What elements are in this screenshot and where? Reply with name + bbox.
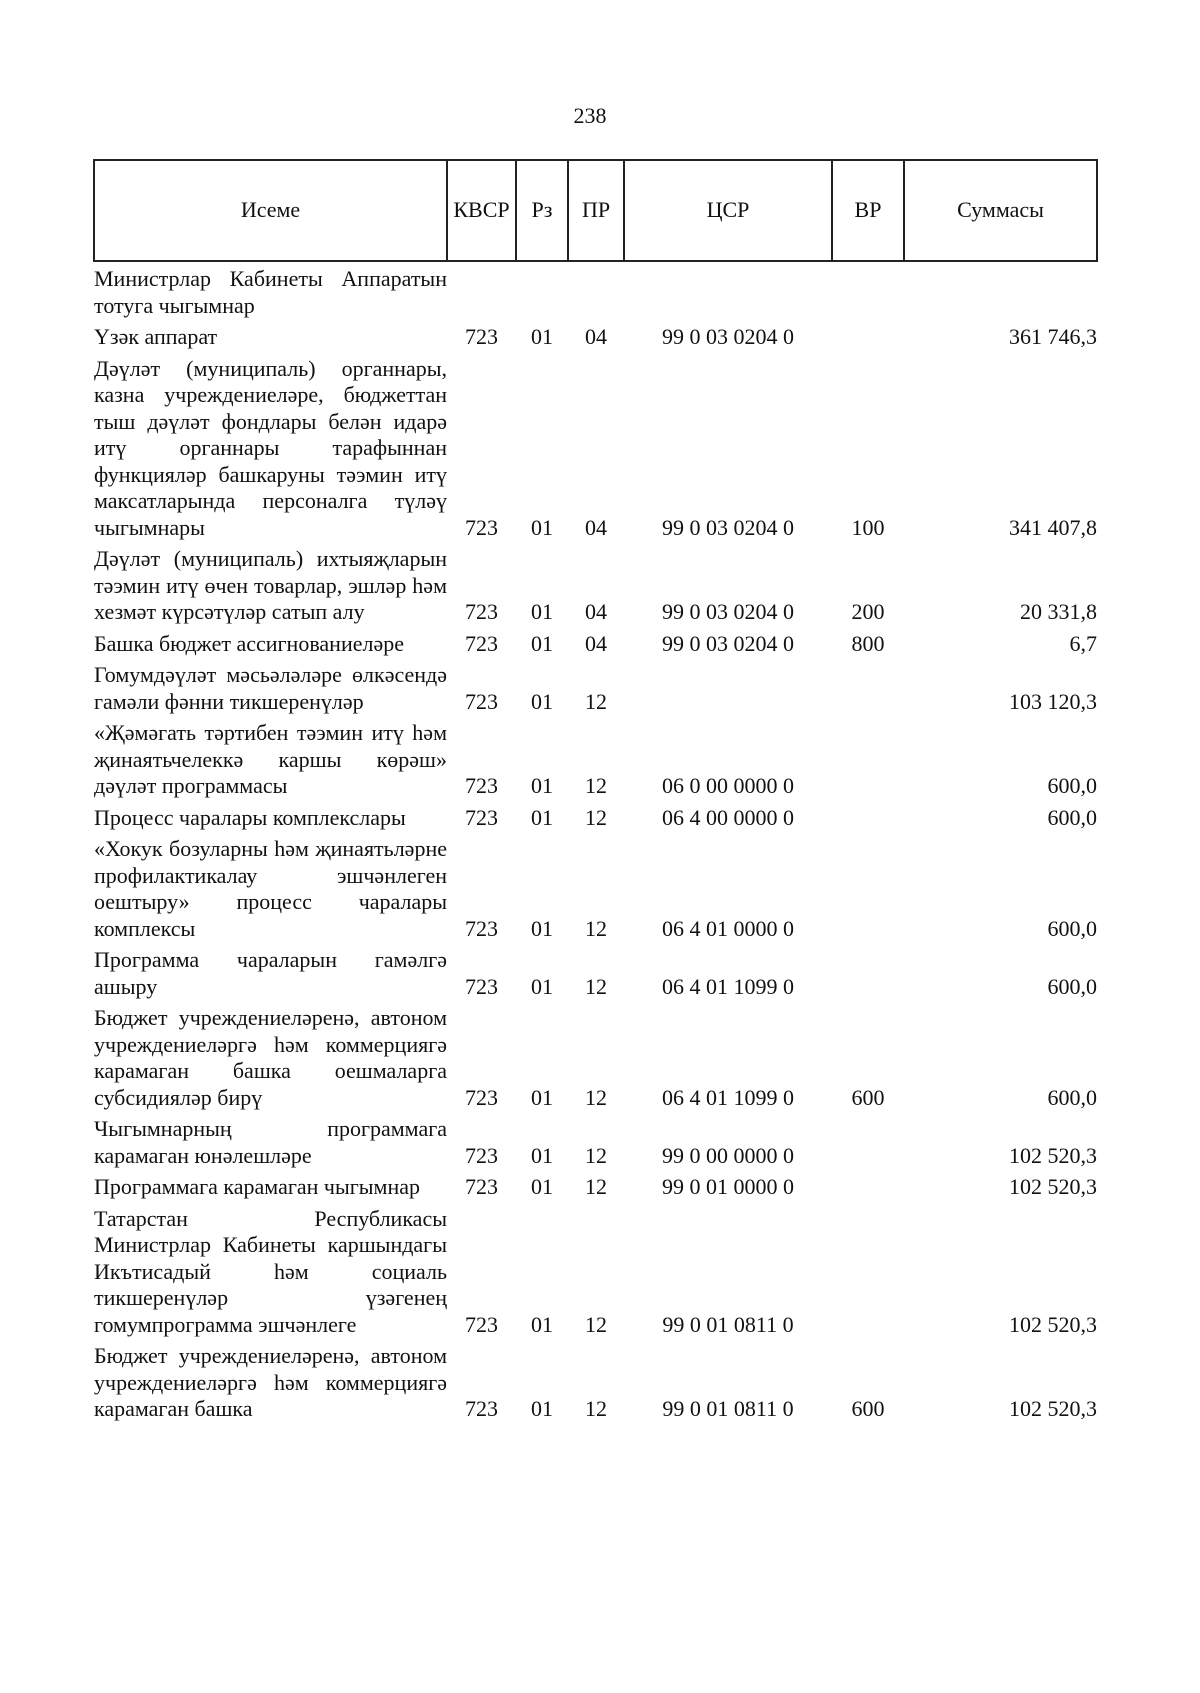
row-vr bbox=[832, 1172, 904, 1204]
row-kvsr: 723 bbox=[465, 324, 498, 349]
header-vr: ВР bbox=[832, 160, 904, 261]
row-kvsr: 723 bbox=[465, 1084, 498, 1110]
row-sum: 103 120,3 bbox=[1009, 688, 1097, 714]
row-csr: 99 0 01 0811 0 bbox=[662, 1311, 794, 1337]
table-row bbox=[94, 354, 1097, 545]
row-vr: 100 bbox=[851, 514, 885, 540]
row-pr: 12 bbox=[585, 1311, 607, 1337]
row-name: Министрлар Кабинеты Аппаратын тотуга чыгымнар bbox=[94, 266, 447, 318]
row-csr: 99 0 03 0204 0 bbox=[662, 324, 794, 349]
row-rz: 01 bbox=[531, 1396, 553, 1421]
row-name: Гомумдәүләт мәсьәләләре өлкәсендә гамәли фәнни тикшеренүләр bbox=[94, 662, 447, 714]
table-body bbox=[94, 261, 1097, 1426]
row-csr: 99 0 03 0204 0 bbox=[662, 514, 794, 540]
row-vr: 600 bbox=[851, 1084, 885, 1110]
row-vr bbox=[832, 1204, 904, 1342]
row-kvsr: 723 bbox=[465, 773, 498, 798]
row-pr: 12 bbox=[585, 688, 607, 714]
table-row bbox=[94, 803, 1097, 835]
row-vr: 800 bbox=[851, 630, 885, 656]
row-rz: 01 bbox=[531, 915, 553, 941]
row-sum: 341 407,8 bbox=[1009, 514, 1097, 540]
row-rz: 01 bbox=[531, 1174, 553, 1199]
budget-table bbox=[93, 159, 1098, 1426]
header-sum: Суммасы bbox=[904, 160, 1097, 261]
row-vr bbox=[832, 261, 904, 322]
header-name: Исеме bbox=[94, 160, 447, 261]
row-rz: 01 bbox=[531, 688, 553, 714]
row-pr: 12 bbox=[585, 1396, 607, 1421]
row-pr: 12 bbox=[585, 1142, 607, 1168]
row-sum: 102 520,3 bbox=[1009, 1311, 1097, 1337]
row-pr: 12 bbox=[585, 1084, 607, 1110]
row-vr bbox=[832, 322, 904, 354]
row-name: Бюджет учреждениеләренә, автоном учреждениеләргә һәм коммерциягә карамаган башка bbox=[94, 1343, 447, 1421]
row-rz: 01 bbox=[531, 324, 553, 349]
row-name: Башка бюджет ассигнованиеләре bbox=[94, 630, 404, 656]
row-pr: 04 bbox=[585, 599, 607, 624]
row-kvsr: 723 bbox=[465, 688, 498, 714]
row-name: «Хокук бозуларны һәм җинаятьләрне профилактикалау эшчәнлеген оештыру» процесс чаралары комплексы bbox=[94, 836, 447, 941]
row-vr bbox=[832, 803, 904, 835]
row-rz: 01 bbox=[531, 804, 553, 830]
table-row bbox=[94, 1172, 1097, 1204]
table-row bbox=[94, 322, 1097, 354]
page-number: 238 bbox=[573, 103, 607, 128]
row-vr bbox=[832, 718, 904, 803]
row-csr: 99 0 00 0000 0 bbox=[662, 1142, 794, 1168]
row-name: Процесс чаралары комплекслары bbox=[94, 804, 406, 830]
row-kvsr bbox=[447, 261, 516, 322]
header-csr: ЦСР bbox=[624, 160, 832, 261]
row-vr bbox=[832, 945, 904, 1003]
table-row bbox=[94, 629, 1097, 661]
row-vr bbox=[832, 834, 904, 945]
row-rz: 01 bbox=[531, 1142, 553, 1168]
row-kvsr: 723 bbox=[465, 599, 498, 624]
row-csr bbox=[624, 660, 832, 718]
row-pr: 04 bbox=[585, 514, 607, 540]
row-csr: 99 0 01 0811 0 bbox=[662, 1396, 794, 1421]
row-rz: 01 bbox=[531, 630, 553, 656]
row-name: Программа чараларын гамәлгә ашыру bbox=[94, 947, 447, 999]
row-rz: 01 bbox=[531, 514, 553, 540]
row-kvsr: 723 bbox=[465, 915, 498, 941]
row-rz: 01 bbox=[531, 1084, 553, 1110]
row-sum: 102 520,3 bbox=[1009, 1174, 1097, 1199]
table-row bbox=[94, 544, 1097, 629]
row-csr: 99 0 01 0000 0 bbox=[662, 1174, 794, 1199]
row-kvsr: 723 bbox=[465, 804, 498, 830]
row-name: Программага карамаган чыгымнар bbox=[94, 1174, 421, 1199]
header-kvsr: КВСР bbox=[447, 160, 516, 261]
row-csr: 99 0 03 0204 0 bbox=[662, 630, 794, 656]
table-row bbox=[94, 1204, 1097, 1342]
row-rz: 01 bbox=[531, 599, 553, 624]
row-csr: 06 4 00 0000 0 bbox=[662, 804, 794, 830]
row-name: Бюджет учреждениеләренә, автоном учреждениеләргә һәм коммерциягә карамаган башка оешмаларга субсидияләр бирү bbox=[94, 1005, 447, 1110]
row-pr: 12 bbox=[585, 915, 607, 941]
row-vr: 600 bbox=[851, 1396, 885, 1421]
row-sum bbox=[904, 261, 1097, 322]
row-rz bbox=[516, 261, 568, 322]
row-vr bbox=[832, 660, 904, 718]
row-name: Татарстан Республикасы Министрлар Кабинеты каршындагы Икътисадый һәм социаль тикшеренүләр үзәгенең гомумпрограмма эшчәнлеге bbox=[94, 1205, 447, 1337]
row-sum: 361 746,3 bbox=[1009, 324, 1097, 349]
row-csr: 06 4 01 0000 0 bbox=[662, 915, 794, 941]
table-row bbox=[94, 1114, 1097, 1172]
table-header bbox=[94, 160, 1097, 261]
row-csr: 99 0 03 0204 0 bbox=[662, 599, 794, 624]
table-row bbox=[94, 261, 1097, 322]
header-rz: Рз bbox=[516, 160, 568, 261]
row-name: Үзәк аппарат bbox=[94, 324, 218, 349]
row-csr: 06 4 01 1099 0 bbox=[662, 973, 794, 999]
row-vr: 200 bbox=[851, 599, 885, 624]
row-pr: 12 bbox=[585, 1174, 607, 1199]
row-rz: 01 bbox=[531, 973, 553, 999]
row-pr: 04 bbox=[585, 630, 607, 656]
header-pr: ПР bbox=[568, 160, 624, 261]
row-name: Дәүләт (муниципаль) ихтыяҗларын тәэмин итү өчен товарлар, эшләр һәм хезмәт күрсәтүләр сатып алу bbox=[94, 546, 447, 624]
table-row bbox=[94, 945, 1097, 1003]
row-sum: 6,7 bbox=[1069, 630, 1097, 656]
row-rz: 01 bbox=[531, 773, 553, 798]
table-row bbox=[94, 718, 1097, 803]
row-csr: 06 4 01 1099 0 bbox=[662, 1084, 794, 1110]
row-pr: 12 bbox=[585, 973, 607, 999]
row-kvsr: 723 bbox=[465, 514, 498, 540]
row-pr: 12 bbox=[585, 804, 607, 830]
row-name: «Җәмәгать тәртибен тәэмин итү һәм җинаятьчелеккә каршы көрәш» дәүләт программасы bbox=[94, 720, 447, 798]
row-sum: 102 520,3 bbox=[1009, 1396, 1097, 1421]
row-name: Чыгымнарның программага карамаган юнәлешләре bbox=[94, 1116, 447, 1168]
row-kvsr: 723 bbox=[465, 1311, 498, 1337]
row-kvsr: 723 bbox=[465, 973, 498, 999]
table-row bbox=[94, 834, 1097, 945]
row-sum: 600,0 bbox=[1047, 773, 1097, 798]
row-sum: 102 520,3 bbox=[1009, 1142, 1097, 1168]
row-sum: 20 331,8 bbox=[1020, 599, 1097, 624]
row-vr bbox=[832, 1114, 904, 1172]
row-sum: 600,0 bbox=[1047, 1084, 1097, 1110]
row-sum: 600,0 bbox=[1047, 804, 1097, 830]
table-row bbox=[94, 660, 1097, 718]
row-rz: 01 bbox=[531, 1311, 553, 1337]
row-pr bbox=[568, 261, 624, 322]
row-sum: 600,0 bbox=[1047, 973, 1097, 999]
row-kvsr: 723 bbox=[465, 1174, 498, 1199]
table-row bbox=[94, 1341, 1097, 1426]
row-pr: 12 bbox=[585, 773, 607, 798]
table-row bbox=[94, 1003, 1097, 1114]
row-csr bbox=[624, 261, 832, 322]
row-kvsr: 723 bbox=[465, 1142, 498, 1168]
row-csr: 06 0 00 0000 0 bbox=[662, 773, 794, 798]
row-kvsr: 723 bbox=[465, 1396, 498, 1421]
row-kvsr: 723 bbox=[465, 630, 498, 656]
row-sum: 600,0 bbox=[1047, 915, 1097, 941]
row-pr: 04 bbox=[585, 324, 607, 349]
row-name: Дәүләт (муниципаль) органнары, казна учреждениеләре, бюджеттан тыш дәүләт фондлары белән идарә итү органнары тарафыннан функцияләр башкаруны тәэмин итү максатларында персоналга түләү чыгымнары bbox=[94, 355, 447, 540]
